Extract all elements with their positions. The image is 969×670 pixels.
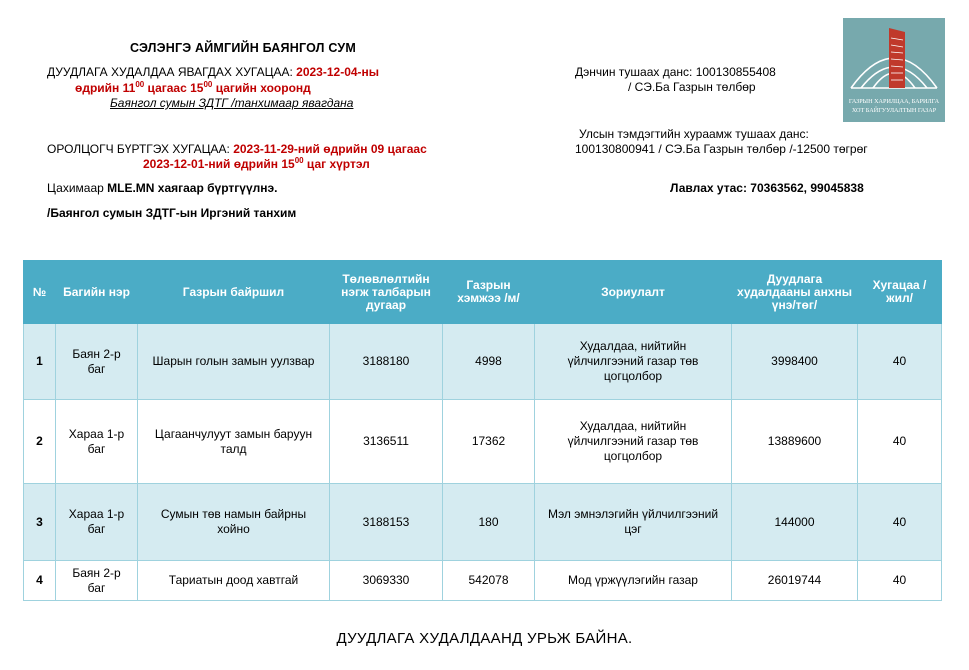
auction-period [47,65,379,79]
svg-text:ХОТ БАЙГУУЛАЛТЫН ГАЗАР: ХОТ БАЙГУУЛАЛТЫН ГАЗАР [851,107,937,114]
contact-phone: Лавлах утас: 70363562, 99045838 [670,181,864,195]
location: Шарын голын замын уулзвар [138,324,330,400]
deposit-account-note: / СЭ.Ба Газрын төлбөр [628,80,756,94]
term: 40 [858,484,942,561]
row-number: 4 [24,561,56,601]
start-price: 26019744 [732,561,858,601]
organization-logo [843,18,945,122]
purpose: Мэл эмнэлэгийн үйлчилгээний цэг [535,484,732,561]
col-area: Газрын хэмжээ /м/ [443,261,535,324]
col-bag-name: Багийн нэр [56,261,138,324]
auction-period-label: ДУУДЛАГА ХУДАЛДАА ЯВАГДАХ ХУГАЦАА: [47,65,297,79]
col-location: Газрын байршил [138,261,330,324]
registration-label: ОРОЛЦОГЧ БҮРТГЭХ ХУГАЦАА: [47,142,234,156]
registration-end: 2023-12-01-ний өдрийн $15^{00}$ цаг хүртэл [143,156,370,171]
parcel-id: 3188153 [330,484,443,561]
start-price: 3998400 [732,324,858,400]
table-row [24,400,942,484]
bag-name: Баян 2-р баг [56,561,138,601]
parcel-id: 3069330 [330,561,443,601]
table-row [24,324,942,400]
location: Тариатын доод хавтгай [138,561,330,601]
invitation-footer: ДУУДЛАГА ХУДАЛДААНД УРЬЖ БАЙНА. [336,630,633,647]
col-number: № [24,261,56,324]
bag-name: Баян 2-р баг [56,324,138,400]
fee-account: 100130800941 / СЭ.Ба Газрын төлбөр /-12500 төгрөг [575,142,868,156]
area: 17362 [443,400,535,484]
row-number: 3 [24,484,56,561]
auction-time: өдрийн $11^{00}$ цагаас $15^{00}$ цагийн хооронд [75,80,311,95]
online-site-link[interactable]: MLE.MN [107,181,155,195]
term: 40 [858,400,942,484]
purpose: Мод үржүүлэгийн газар [535,561,732,601]
start-price: 144000 [732,484,858,561]
online-registration: Цахимаар MLE.MN хаягаар бүртгүүлнэ. [47,181,278,195]
col-purpose: Зориулалт [535,261,732,324]
bag-name: Хараа 1-р баг [56,484,138,561]
parcel-id: 3188180 [330,324,443,400]
area: 542078 [443,561,535,601]
purpose: Худалдаа, нийтийн үйлчилгээний газар төв цогцолбор [535,324,732,400]
purpose: Худалдаа, нийтийн үйлчилгээний газар төв цогцолбор [535,400,732,484]
term: 40 [858,324,942,400]
svg-text:ГАЗРЫН ХАРИЛЦАА, БАРИЛГА: ГАЗРЫН ХАРИЛЦАА, БАРИЛГА [848,98,940,105]
area: 180 [443,484,535,561]
location: Цагаанчулуут замын баруун талд [138,400,330,484]
parcel-id: 3136511 [330,400,443,484]
building-globe-icon [843,18,945,122]
start-price: 13889600 [732,400,858,484]
table-row [24,484,942,561]
row-number: 2 [24,400,56,484]
auction-place: Баянгол сумын ЗДТГ /танхимаар явагдана [110,96,354,110]
area: 4998 [443,324,535,400]
registration-period [47,142,427,156]
table-header-row [24,261,942,324]
location: Сумын төв намын байрны хойно [138,484,330,561]
fee-account-label: Улсын тэмдэгтийн хураамж тушаах данс: [579,127,809,141]
table-row [24,561,942,601]
row-number: 1 [24,324,56,400]
page-title: СЭЛЭНГЭ АЙМГИЙН БАЯНГОЛ СУМ [130,41,356,55]
col-start-price: Дуудлага худалдааны анхны үнэ/төг/ [732,261,858,324]
term: 40 [858,561,942,601]
auction-date: 2023-12-04-ны [296,65,380,79]
bag-name: Хараа 1-р баг [56,400,138,484]
deposit-account: Дэнчин тушаах данс: 100130855408 [575,65,776,79]
col-parcel-id: Төлөвлөлтийн нэгж талбарын дугаар [330,261,443,324]
land-auction-table [23,260,942,601]
hall-location: /Баянгол сумын ЗДТГ-ын Иргэний танхим [47,206,297,220]
registration-start: 2023-11-29-ний өдрийн 09 цагаас [233,142,427,156]
col-term: Хугацаа /жил/ [858,261,942,324]
